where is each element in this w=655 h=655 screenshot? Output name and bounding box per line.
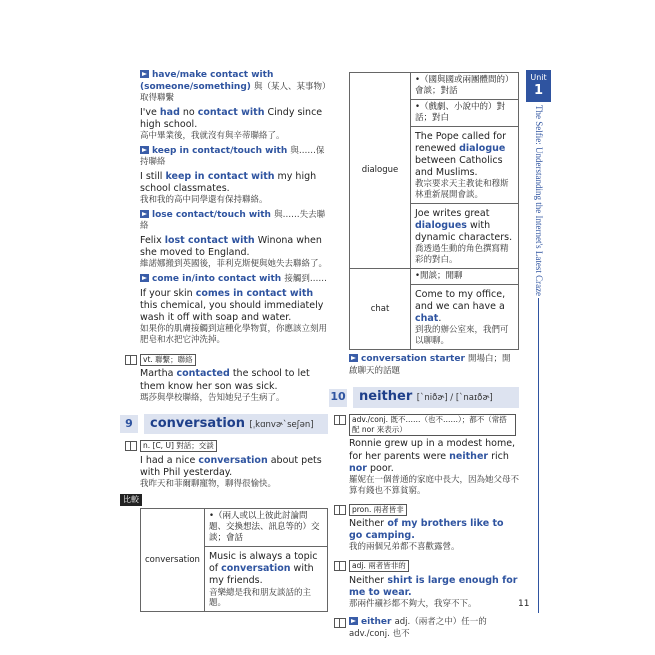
compare-table bbox=[140, 508, 328, 612]
sentence-text: I've bbox=[140, 106, 160, 118]
sentence-text: Felix bbox=[140, 234, 165, 246]
pos-tag: adj. 兩者皆非的 bbox=[349, 560, 409, 572]
example-translation: 如果你的肌膚接觸到這種化學物質，你應該立刻用肥皂和水把它沖洗掉。 bbox=[140, 324, 328, 346]
entry-number: 10 bbox=[329, 389, 347, 407]
example-translation: 瑪莎與學校聯絡，告知她兒子生病了。 bbox=[140, 392, 285, 403]
example-translation: 那兩件襯衫都不夠大，我穿不下。 bbox=[349, 599, 477, 610]
book-icon bbox=[334, 415, 346, 425]
word: conversation bbox=[150, 415, 250, 431]
highlighted-word: comes in contact with bbox=[195, 287, 314, 299]
highlighted-word: had bbox=[159, 106, 180, 118]
sentence-text: I had a nice bbox=[140, 454, 199, 466]
phrase-entry bbox=[140, 146, 328, 206]
compare-table-2 bbox=[349, 72, 519, 350]
table-example bbox=[411, 126, 519, 203]
sense-entry bbox=[349, 560, 519, 610]
highlighted-word: dialogues bbox=[415, 220, 467, 232]
sentence-text: I still bbox=[140, 170, 166, 182]
phrase-meaning: 與……失去聯絡 bbox=[140, 209, 326, 232]
example-sentence bbox=[140, 171, 328, 195]
example-translation: 高中畢業後，我就沒有與辛蒂聯絡了。 bbox=[140, 130, 285, 141]
book-icon bbox=[334, 618, 346, 628]
sentence-text: my high school classmates. bbox=[140, 170, 317, 194]
highlighted-word: contacted bbox=[176, 368, 230, 380]
left-column bbox=[123, 70, 328, 612]
unit-number: 1 bbox=[533, 83, 544, 99]
phrase-entry bbox=[140, 274, 328, 346]
arrow-icon bbox=[349, 617, 358, 625]
highlighted-word: keep in contact with bbox=[165, 170, 275, 182]
table-sense: •（兩人或以上彼此討論問題、交換想法、訊息等的）交談；會話 bbox=[204, 509, 327, 547]
table-word: conversation bbox=[141, 509, 205, 612]
sentence-text: the school to let them know her son was sick. bbox=[140, 368, 310, 392]
example-sentence bbox=[140, 368, 328, 392]
table-sense: •閒談；閒聊 bbox=[411, 269, 519, 285]
highlighted-word: neither bbox=[449, 450, 489, 462]
phrase-text: either bbox=[361, 616, 395, 627]
headword-conversation bbox=[120, 414, 328, 435]
example-sentence bbox=[140, 288, 328, 324]
related-word bbox=[349, 617, 519, 640]
example-translation: 教宗要求天主教徒和穆斯林重新展開會談。 bbox=[415, 179, 509, 200]
phrase-meaning: 與（某人、某事物）取得聯繫 bbox=[140, 81, 327, 104]
sentence-text: with my friends. bbox=[208, 563, 314, 587]
highlighted-word: lost contact with bbox=[164, 234, 255, 246]
table-example bbox=[411, 203, 519, 268]
book-icon bbox=[334, 561, 346, 571]
highlighted-word: of my brothers like to go camping. bbox=[349, 518, 504, 542]
sentence-text: no bbox=[179, 106, 198, 118]
pos-tag: adv./conj. 既不……（也不……）；都不（常搭配 nor 來表示） bbox=[349, 414, 516, 436]
phrase-text: keep in contact/touch with bbox=[152, 145, 291, 156]
example-translation: 我昨天和菲爾聊寵物，聊得很愉快。 bbox=[140, 479, 277, 490]
right-column bbox=[330, 70, 520, 644]
pronunciation: [ˌkɑnvɚˋseʃən] bbox=[249, 419, 314, 430]
example-translation: 我的兩個兄弟都不喜歡露營。 bbox=[349, 542, 460, 553]
sentence-text: rich bbox=[488, 450, 509, 462]
phrase-text: come in/into contact with bbox=[152, 274, 285, 285]
phrase-meaning: 接觸到…… bbox=[284, 274, 327, 285]
phrase-heading bbox=[140, 70, 328, 105]
sentence-text: Come to my office, and we can have a bbox=[415, 288, 506, 313]
example-translation: 我和我的高中同學還有保持聯絡。 bbox=[140, 195, 268, 206]
example-translation: 音樂總是我和朋友談話的主題。 bbox=[208, 587, 311, 609]
highlighted-word: conversation bbox=[221, 563, 291, 575]
sentence-text: about pets with Phil yesterday. bbox=[140, 454, 322, 478]
example-sentence bbox=[415, 208, 514, 244]
phrase-meaning: adj.（兩者之中）任一的 adv./conj. 也不 bbox=[349, 616, 487, 639]
sentence-text: The Pope called for renewed bbox=[415, 130, 507, 154]
highlighted-word: nor bbox=[349, 462, 367, 474]
book-icon bbox=[125, 441, 137, 451]
noun-sense bbox=[140, 440, 328, 490]
arrow-icon bbox=[140, 70, 149, 78]
table-sense: •（國與國或兩團體間的）會談；對話 bbox=[411, 73, 519, 100]
arrow-icon bbox=[349, 354, 358, 362]
sentence-text: between Catholics and Muslims. bbox=[415, 154, 503, 178]
table-word: dialogue bbox=[350, 73, 411, 269]
example-sentence bbox=[415, 289, 514, 325]
sentence-text: Music is always a topic of bbox=[208, 551, 318, 575]
verb-sense bbox=[140, 354, 328, 404]
sense-entry bbox=[349, 414, 519, 497]
phrase-text: have/make contact with (someone/something) bbox=[140, 70, 274, 92]
phrase-meaning: 開場白；開啟聊天的話題 bbox=[349, 354, 511, 376]
phrase-text: conversation starter bbox=[361, 354, 469, 365]
sentence-text: Cindy since high school. bbox=[140, 106, 323, 130]
table-example bbox=[204, 547, 327, 612]
example-translation: 到我的辦公室來，我們可以聊聊。 bbox=[415, 325, 509, 347]
highlighted-word: chat bbox=[415, 313, 439, 325]
highlighted-word: conversation bbox=[198, 454, 268, 466]
unit-title-vertical bbox=[532, 103, 546, 297]
highlighted-word: dialogue bbox=[459, 142, 506, 154]
example-translation: 維諾娜搬到英國後，菲利克斯便與她失去聯絡了。 bbox=[140, 259, 328, 270]
headword-neither bbox=[329, 387, 519, 408]
phrase-entry bbox=[140, 210, 328, 270]
phrase-meaning: 與……保持聯絡 bbox=[140, 145, 325, 168]
sentence-text: Neither bbox=[349, 518, 385, 530]
entry-number: 9 bbox=[120, 415, 138, 433]
book-icon bbox=[125, 355, 137, 365]
sentence-text: Neither bbox=[349, 574, 385, 586]
phrase-heading bbox=[140, 274, 328, 286]
example-sentence bbox=[349, 518, 519, 542]
highlighted-word: contact with bbox=[197, 106, 265, 118]
example-sentence bbox=[349, 575, 519, 599]
sentence-text: this chemical, you should immediately wash it off with soap and water. bbox=[140, 299, 324, 323]
word: neither bbox=[359, 389, 417, 405]
book-icon bbox=[334, 505, 346, 515]
example-sentence bbox=[140, 455, 328, 479]
highlighted-word: shirt is large enough for me to wear. bbox=[349, 574, 518, 598]
headword-text bbox=[353, 387, 519, 408]
arrow-icon bbox=[140, 146, 149, 154]
phrase-text: lose contact/touch with bbox=[152, 209, 275, 220]
sense-entry bbox=[349, 504, 519, 554]
phrase-heading bbox=[140, 146, 328, 169]
example-translation: 羅妮在一個普通的家庭中長大，因為她父母不算有錢也不算貧窮。 bbox=[349, 474, 520, 496]
sentence-text: Winona when she moved to England. bbox=[140, 234, 322, 259]
sentence-text: Ronnie grew up in a modest home, for her parents were bbox=[349, 438, 516, 462]
pos-tag: vt. 聯繫；聯絡 bbox=[140, 354, 196, 366]
page-number: 11 bbox=[518, 599, 530, 609]
example-sentence bbox=[209, 551, 323, 587]
unit-title: The Selfie: Understanding the Internet's Latest Craze bbox=[534, 105, 544, 297]
sentence-text: Martha bbox=[140, 368, 177, 380]
table-example bbox=[411, 284, 519, 349]
arrow-icon bbox=[140, 274, 149, 282]
sentence-text: If your skin bbox=[140, 287, 196, 299]
table-sense: •（戲劇、小說中的）對話；對白 bbox=[411, 99, 519, 126]
sentence-text: poor. bbox=[366, 462, 394, 474]
sentence-text: with dynamic characters. bbox=[415, 220, 513, 244]
example-sentence bbox=[349, 438, 519, 474]
phrase-entry bbox=[140, 70, 328, 142]
unit-label: Unit bbox=[530, 73, 547, 82]
phrase-heading bbox=[140, 210, 328, 233]
arrow-icon bbox=[140, 210, 149, 218]
example-sentence bbox=[140, 107, 328, 131]
example-sentence bbox=[415, 131, 514, 180]
example-translation: 喬透過生動的角色撰寫精彩的對白。 bbox=[415, 244, 509, 266]
phrase-entry bbox=[349, 354, 519, 377]
table-word: chat bbox=[350, 269, 411, 350]
sentence-text: Joe writes great bbox=[415, 207, 490, 219]
compare-label: 比較 bbox=[120, 494, 142, 506]
pos-tag: n. [C, U] 對話；交談 bbox=[140, 440, 217, 452]
sentence-text: . bbox=[438, 313, 442, 325]
headword-text bbox=[144, 414, 328, 435]
unit-badge bbox=[526, 70, 551, 102]
example-sentence bbox=[140, 235, 328, 259]
pronunciation: [ˋniðɚ] / [ˋnaɪðɚ] bbox=[416, 393, 493, 404]
pos-tag: pron. 兩者皆非 bbox=[349, 504, 407, 516]
